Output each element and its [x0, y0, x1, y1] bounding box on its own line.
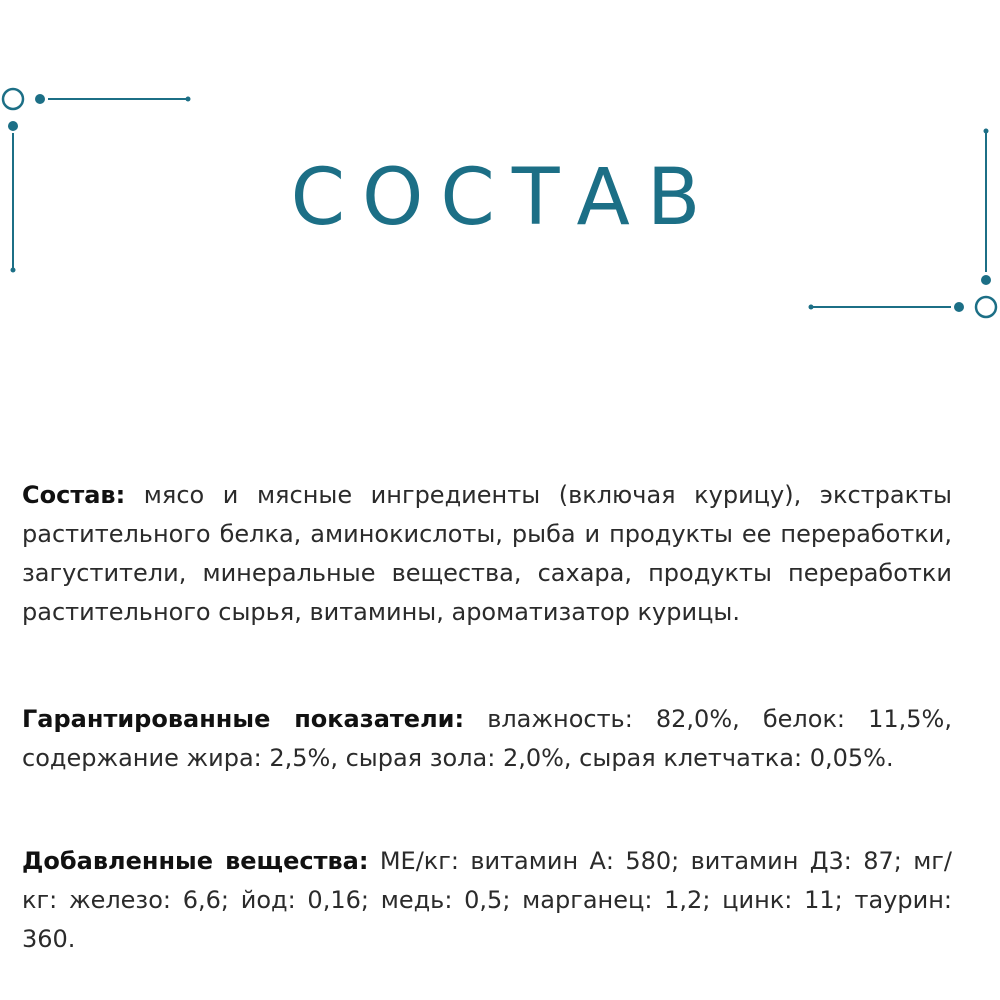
composition-paragraph [22, 476, 952, 632]
composition-label: Состав: [22, 481, 126, 509]
line-end-dot [11, 268, 16, 273]
guaranteed-values-text: влажность: 82,0%, белок: 11,5%, содержание жира: 2,5%, сырая зола: 2,0%, сырая клетчатка: 0,05%. [22, 705, 952, 772]
ring-icon [976, 297, 996, 317]
additives-text: МЕ/кг: витамин А: 580; витамин Д3: 87; мг/кг: железо: 6,6; йод: 0,16; медь: 0,5; марганец: 1,2; цинк: 11; таурин: 360. [22, 847, 952, 953]
dot-icon [35, 94, 45, 104]
additives-paragraph [22, 842, 952, 959]
guaranteed-values-label: Гарантированные показатели: [22, 705, 465, 733]
guaranteed-values-paragraph [22, 700, 952, 778]
dot-icon [954, 302, 964, 312]
dot-icon [981, 275, 991, 285]
page-title: СОСТАВ [290, 153, 718, 243]
line-end-dot [186, 97, 191, 102]
composition-text: мясо и мясные ингредиенты (включая курицу), экстракты растительного белка, аминокислоты, рыба и продукты ее переработки, загустители, минеральные вещества, сахара, продукты переработки растительного сырья, витамины, ароматизатор курицы. [22, 481, 952, 626]
dot-icon [8, 121, 18, 131]
ring-icon [3, 89, 23, 109]
additives-label: Добавленные вещества: [22, 847, 369, 875]
